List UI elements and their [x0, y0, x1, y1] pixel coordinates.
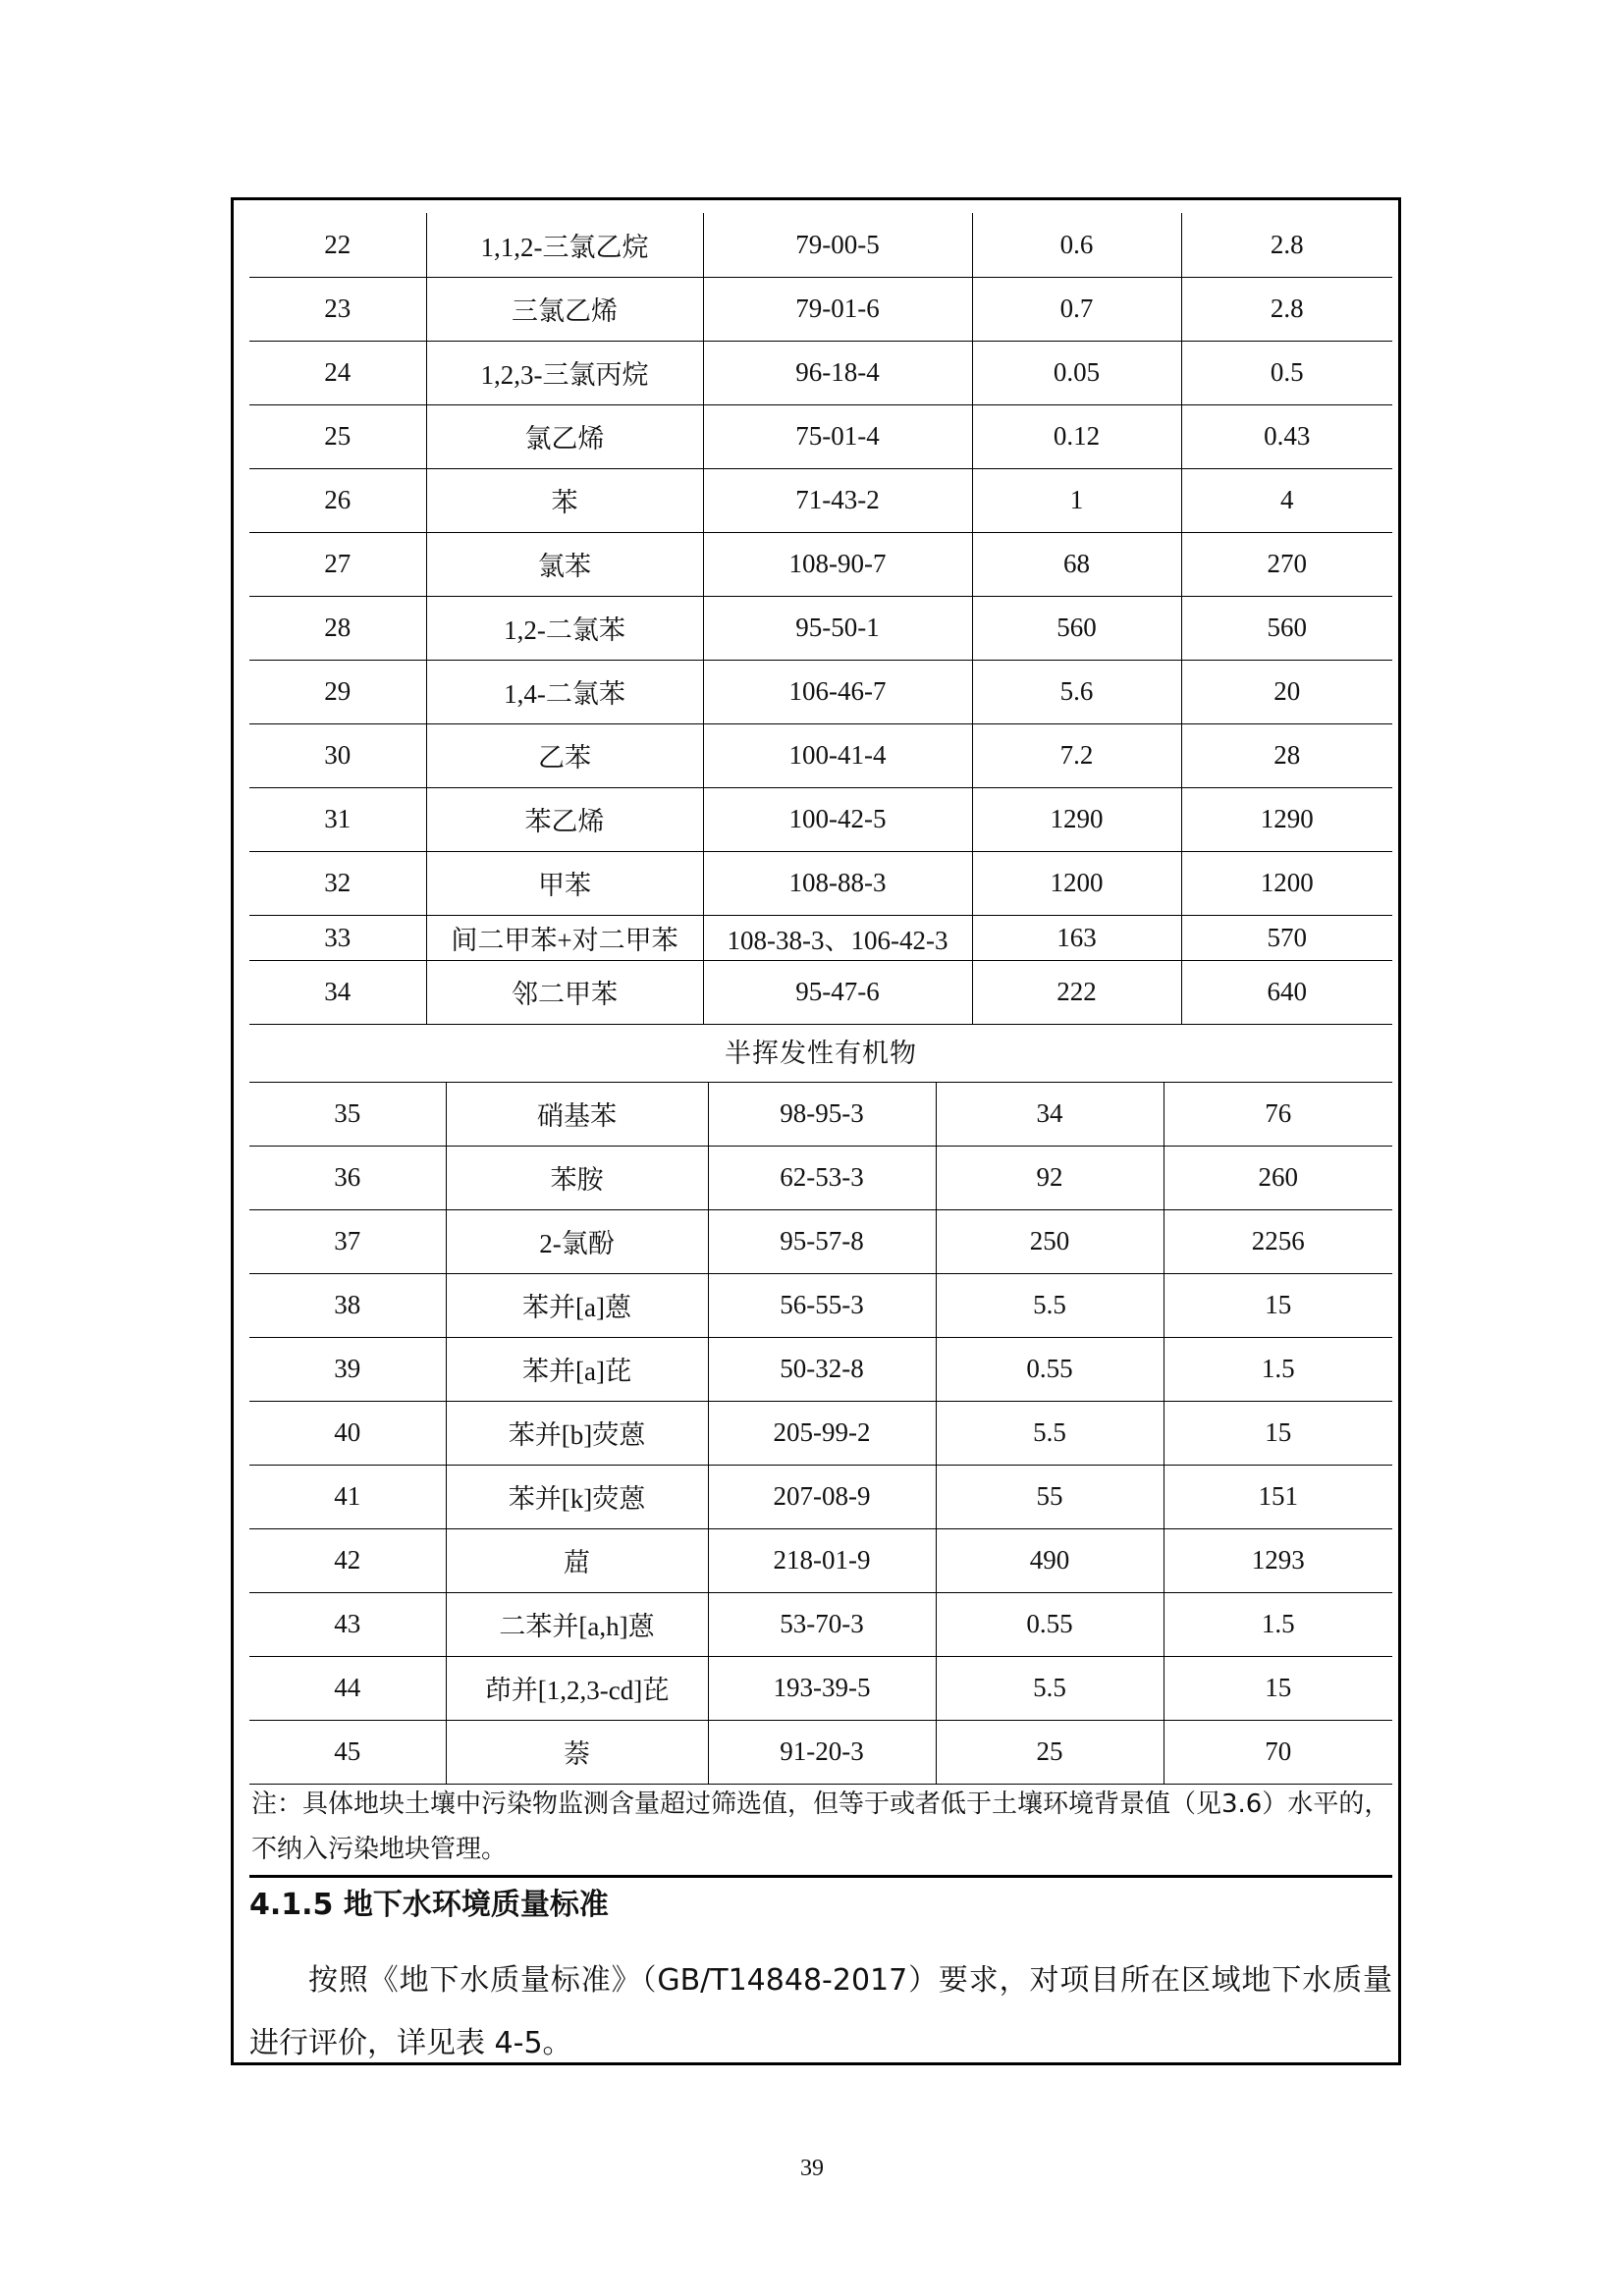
cell-no: 34 — [249, 960, 426, 1024]
cell-no: 41 — [249, 1465, 446, 1528]
cell-name: 苯并[a]芘 — [446, 1337, 708, 1401]
divider — [249, 1875, 1392, 1878]
cell-v2: 1.5 — [1164, 1592, 1392, 1656]
cell-v2: 1290 — [1181, 787, 1392, 851]
cell-name: 1,2-二氯苯 — [426, 596, 703, 660]
body-paragraph: 按照《地下水质量标准》（GB/T14848-2017）要求，对项目所在区域地下水质量进行评价，详见表 4-5。 — [249, 1963, 1392, 2060]
cell-v1: 1 — [972, 468, 1181, 532]
cell-v2: 15 — [1164, 1401, 1392, 1465]
cell-v2: 570 — [1181, 915, 1392, 960]
table-row — [249, 915, 1392, 960]
cell-v2: 15 — [1164, 1656, 1392, 1720]
cell-cas: 98-95-3 — [708, 1082, 936, 1146]
cell-v2: 1200 — [1181, 851, 1392, 915]
cell-v2: 270 — [1181, 532, 1392, 596]
content-frame — [231, 197, 1401, 2065]
cell-name: 二苯并[a,h]蒽 — [446, 1592, 708, 1656]
table-row — [249, 468, 1392, 532]
cell-name: 2-氯酚 — [446, 1209, 708, 1273]
cell-v2: 0.5 — [1181, 341, 1392, 404]
cell-v2: 2.8 — [1181, 213, 1392, 277]
cell-no: 35 — [249, 1082, 446, 1146]
cell-v2: 70 — [1164, 1720, 1392, 1784]
table-row — [249, 213, 1392, 277]
cell-v1: 163 — [972, 915, 1181, 960]
cell-no: 43 — [249, 1592, 446, 1656]
cell-v2: 15 — [1164, 1273, 1392, 1337]
cell-no: 45 — [249, 1720, 446, 1784]
table-row — [249, 1656, 1392, 1720]
cell-cas: 193-39-5 — [708, 1656, 936, 1720]
table-row — [249, 341, 1392, 404]
cell-name: 三氯乙烯 — [426, 277, 703, 341]
cell-v1: 0.7 — [972, 277, 1181, 341]
table-row — [249, 723, 1392, 787]
cell-v1: 55 — [936, 1465, 1164, 1528]
cell-no: 37 — [249, 1209, 446, 1273]
cell-v2: 28 — [1181, 723, 1392, 787]
cell-v2: 1293 — [1164, 1528, 1392, 1592]
table-row — [249, 660, 1392, 723]
table-note: 注：具体地块土壤中污染物监测含量超过筛选值，但等于或者低于土壤环境背景值（见3.6）水平的，不纳入污染地块管理。 — [251, 1789, 1390, 1864]
cell-no: 44 — [249, 1656, 446, 1720]
cell-name: 苯 — [426, 468, 703, 532]
cell-v2: 260 — [1164, 1146, 1392, 1209]
cell-v1: 68 — [972, 532, 1181, 596]
cell-cas: 218-01-9 — [708, 1528, 936, 1592]
table-row — [249, 1337, 1392, 1401]
cell-name: 苯胺 — [446, 1146, 708, 1209]
cell-name: 乙苯 — [426, 723, 703, 787]
pollutant-table-volatile — [249, 213, 1392, 1025]
table-row — [249, 1465, 1392, 1528]
cell-v2: 1.5 — [1164, 1337, 1392, 1401]
table-row — [249, 277, 1392, 341]
cell-no: 28 — [249, 596, 426, 660]
cell-name: 氯乙烯 — [426, 404, 703, 468]
cell-name: 邻二甲苯 — [426, 960, 703, 1024]
cell-name: 硝基苯 — [446, 1082, 708, 1146]
cell-no: 36 — [249, 1146, 446, 1209]
cell-cas: 108-88-3 — [703, 851, 972, 915]
cell-v1: 5.5 — [936, 1401, 1164, 1465]
section-heading: 4.1.5 地下水环境质量标准 — [249, 1888, 609, 1922]
cell-cas: 207-08-9 — [708, 1465, 936, 1528]
cell-cas: 95-47-6 — [703, 960, 972, 1024]
table-row — [249, 596, 1392, 660]
cell-v1: 1200 — [972, 851, 1181, 915]
cell-cas: 79-00-5 — [703, 213, 972, 277]
cell-name: 䓛 — [446, 1528, 708, 1592]
cell-cas: 71-43-2 — [703, 468, 972, 532]
section-label-semivolatile: 半挥发性有机物 — [249, 1020, 1392, 1083]
cell-name: 萘 — [446, 1720, 708, 1784]
page-number: 39 — [800, 2156, 824, 2181]
cell-no: 27 — [249, 532, 426, 596]
cell-cas: 100-42-5 — [703, 787, 972, 851]
cell-v1: 0.55 — [936, 1337, 1164, 1401]
cell-v1: 5.6 — [972, 660, 1181, 723]
cell-no: 24 — [249, 341, 426, 404]
cell-v1: 5.5 — [936, 1656, 1164, 1720]
table-row — [249, 1592, 1392, 1656]
cell-cas: 96-18-4 — [703, 341, 972, 404]
cell-name: 甲苯 — [426, 851, 703, 915]
cell-v1: 490 — [936, 1528, 1164, 1592]
cell-v1: 1290 — [972, 787, 1181, 851]
cell-name: 氯苯 — [426, 532, 703, 596]
cell-cas: 106-46-7 — [703, 660, 972, 723]
cell-name: 苯并[a]蒽 — [446, 1273, 708, 1337]
cell-no: 25 — [249, 404, 426, 468]
cell-no: 40 — [249, 1401, 446, 1465]
table-row — [249, 1401, 1392, 1465]
cell-cas: 79-01-6 — [703, 277, 972, 341]
cell-name: 1,1,2-三氯乙烷 — [426, 213, 703, 277]
table-row — [249, 1528, 1392, 1592]
cell-name: 苯乙烯 — [426, 787, 703, 851]
cell-cas: 91-20-3 — [708, 1720, 936, 1784]
table-row — [249, 1209, 1392, 1273]
cell-v1: 7.2 — [972, 723, 1181, 787]
table-row — [249, 532, 1392, 596]
cell-cas: 50-32-8 — [708, 1337, 936, 1401]
table-row — [249, 851, 1392, 915]
cell-cas: 95-57-8 — [708, 1209, 936, 1273]
cell-v1: 0.05 — [972, 341, 1181, 404]
cell-v1: 25 — [936, 1720, 1164, 1784]
table-row — [249, 787, 1392, 851]
cell-cas: 62-53-3 — [708, 1146, 936, 1209]
pollutant-table-semivolatile — [249, 1082, 1392, 1785]
cell-cas: 95-50-1 — [703, 596, 972, 660]
cell-no: 31 — [249, 787, 426, 851]
cell-name: 茚并[1,2,3-cd]芘 — [446, 1656, 708, 1720]
cell-v1: 5.5 — [936, 1273, 1164, 1337]
cell-v2: 4 — [1181, 468, 1392, 532]
cell-v2: 76 — [1164, 1082, 1392, 1146]
cell-v2: 20 — [1181, 660, 1392, 723]
cell-cas: 56-55-3 — [708, 1273, 936, 1337]
cell-no: 26 — [249, 468, 426, 532]
cell-v2: 560 — [1181, 596, 1392, 660]
cell-no: 32 — [249, 851, 426, 915]
cell-no: 29 — [249, 660, 426, 723]
cell-v2: 151 — [1164, 1465, 1392, 1528]
cell-cas: 100-41-4 — [703, 723, 972, 787]
cell-name: 1,4-二氯苯 — [426, 660, 703, 723]
cell-v1: 92 — [936, 1146, 1164, 1209]
cell-name: 1,2,3-三氯丙烷 — [426, 341, 703, 404]
cell-no: 22 — [249, 213, 426, 277]
cell-v1: 250 — [936, 1209, 1164, 1273]
cell-v2: 640 — [1181, 960, 1392, 1024]
cell-no: 30 — [249, 723, 426, 787]
table-row — [249, 1720, 1392, 1784]
cell-cas: 108-38-3、106-42-3 — [703, 915, 972, 960]
cell-name: 苯并[b]荧蒽 — [446, 1401, 708, 1465]
table-row — [249, 1082, 1392, 1146]
cell-v1: 0.12 — [972, 404, 1181, 468]
table-row — [249, 1146, 1392, 1209]
cell-name: 苯并[k]荧蒽 — [446, 1465, 708, 1528]
cell-no: 23 — [249, 277, 426, 341]
cell-name: 间二甲苯+对二甲苯 — [426, 915, 703, 960]
cell-cas: 205-99-2 — [708, 1401, 936, 1465]
cell-v2: 2256 — [1164, 1209, 1392, 1273]
table-row — [249, 1273, 1392, 1337]
cell-v2: 0.43 — [1181, 404, 1392, 468]
cell-no: 38 — [249, 1273, 446, 1337]
cell-cas: 75-01-4 — [703, 404, 972, 468]
table-row — [249, 960, 1392, 1024]
cell-cas: 53-70-3 — [708, 1592, 936, 1656]
cell-no: 39 — [249, 1337, 446, 1401]
cell-v1: 0.6 — [972, 213, 1181, 277]
table-row — [249, 404, 1392, 468]
cell-no: 33 — [249, 915, 426, 960]
cell-v1: 222 — [972, 960, 1181, 1024]
cell-v1: 0.55 — [936, 1592, 1164, 1656]
cell-v1: 34 — [936, 1082, 1164, 1146]
cell-no: 42 — [249, 1528, 446, 1592]
cell-v2: 2.8 — [1181, 277, 1392, 341]
cell-v1: 560 — [972, 596, 1181, 660]
cell-cas: 108-90-7 — [703, 532, 972, 596]
